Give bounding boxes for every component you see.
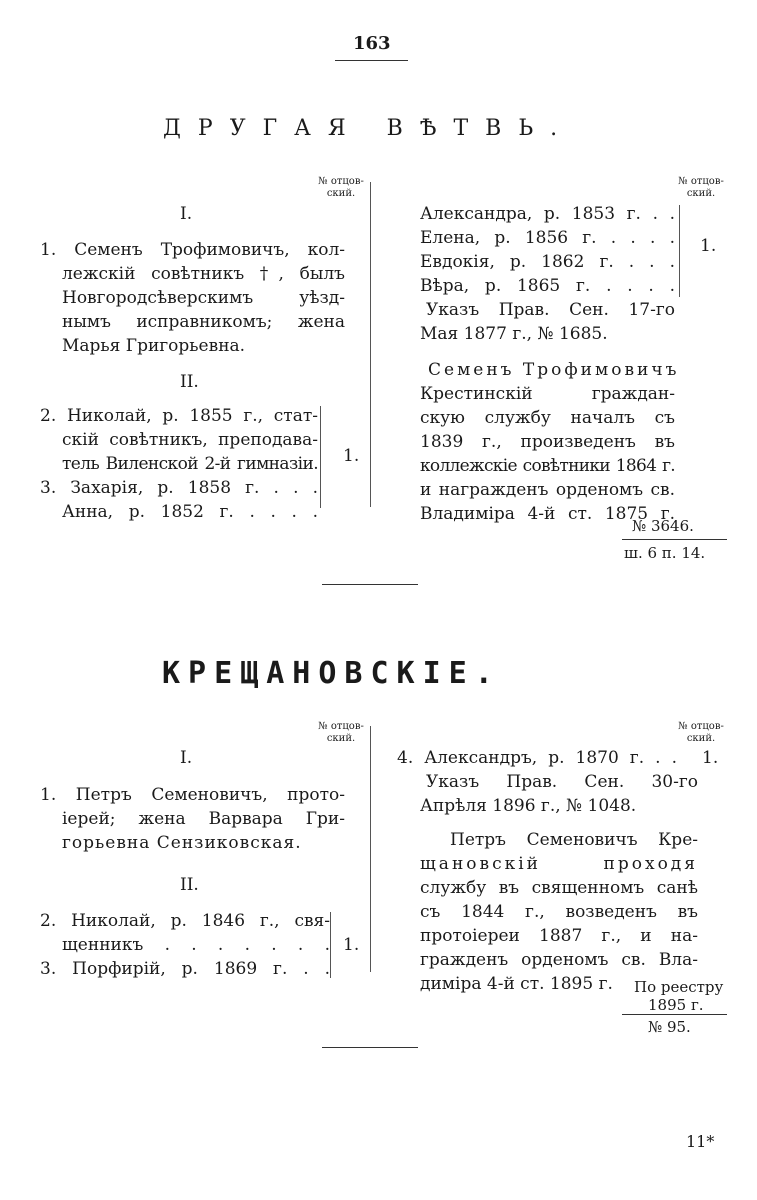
section2-ref-number: № 95. <box>648 1018 691 1036</box>
page-number-rule <box>335 60 408 61</box>
section1-left-brace <box>320 406 321 508</box>
section2-left-col-header: № отцов-ский. <box>318 721 364 744</box>
section2-decree: Указъ Прав. Сен. 30-го Апрѣля 1896 г., № 1048. <box>420 772 698 816</box>
section1-decree: Указъ Прав. Сен. 17-го Мая 1877 г., № 1685. <box>420 300 675 344</box>
section-separator-2 <box>322 1047 418 1048</box>
section2-roman-II: II. <box>180 875 199 895</box>
section2-note: Петръ Семеновичъ Кре- щановскій проходя службу въ священномъ санѣ съ 1844 г., возведенъ въ протоіереи 1887 г., и на- гражденъ орденомъ св. Вла- диміра 4-й ст. 1895 г. <box>420 830 698 994</box>
section2-left-group-num: 1. <box>343 935 360 955</box>
section1-note: Семенъ Трофимовичъ Крестинскій граждан- скую службу началъ съ 1839 г., произведенъ въ коллежскіе совѣтники 1864 г. и награжденъ орденомъ св. Владиміра 4-й ст. 1875 г. <box>420 360 680 524</box>
section1-column-divider <box>370 182 371 507</box>
registry-label: По реестру <box>634 978 724 996</box>
footer-signature-mark: 11* <box>686 1132 715 1151</box>
section1-right-brace <box>679 205 680 297</box>
section2-column-divider <box>370 726 371 972</box>
section2-right-col-header: № отцов-ский. <box>678 721 724 744</box>
section2-left-brace <box>330 912 331 978</box>
section1-left-col-header: № отцов-ский. <box>318 176 364 199</box>
section1-ref-location: ш. 6 п. 14. <box>624 544 706 562</box>
registry-year: 1895 г. <box>648 996 704 1014</box>
section1-ref-rule <box>622 539 727 540</box>
section1-ref-number: № 3646. <box>632 517 694 535</box>
section2-children-list: 2. Николай, р. 1846 г., свя- щенникъ . . . . . . . 3. Порфирій, р. 1869 г. . . <box>40 911 330 979</box>
section1-children-list: 2. Николай, р. 1855 г., стат- скій совѣтникъ, преподава- тель Виленской 2-й гимназіи. 3. Захарія, р. 1858 г. . . . Анна, р. 1852 г. . . . . <box>40 406 318 522</box>
section2-roman-I: I. <box>180 748 193 768</box>
section1-right-children: Александра, р. 1853 г. . . Елена, р. 1856 г. . . . . Евдокія, р. 1862 г. . . . Вѣра, р. 1865 г. . . . . <box>420 204 675 296</box>
section1-person1: 1. Семенъ Трофимовичъ, кол- лежскій совѣтникъ †, былъ Новгородсѣверскимъ уѣзд- нымъ исправникомъ; жена Марья Григорьевна. <box>40 240 345 356</box>
section1-right-group-num: 1. <box>700 236 717 256</box>
section2-title: КРЕЩАНОВСКІЕ. <box>162 656 501 691</box>
section2-right-group-num: 1. <box>702 748 719 768</box>
section1-right-col-header: № отцов-ский. <box>678 176 724 199</box>
section2-right-child: 4. Александръ, р. 1870 г. . . <box>397 748 677 768</box>
section1-roman-I: I. <box>180 204 193 224</box>
section-separator-1 <box>322 584 418 585</box>
section1-title: ДРУГАЯ ВѢТВЬ. <box>163 116 575 141</box>
section2-person1: 1. Петръ Семеновичъ, прото- іерей; жена Варвара Гри- горьевна Сензиковская. <box>40 785 345 853</box>
section1-left-group-num: 1. <box>343 446 360 466</box>
page-number: 163 <box>353 33 391 54</box>
section1-roman-II: II. <box>180 372 199 392</box>
